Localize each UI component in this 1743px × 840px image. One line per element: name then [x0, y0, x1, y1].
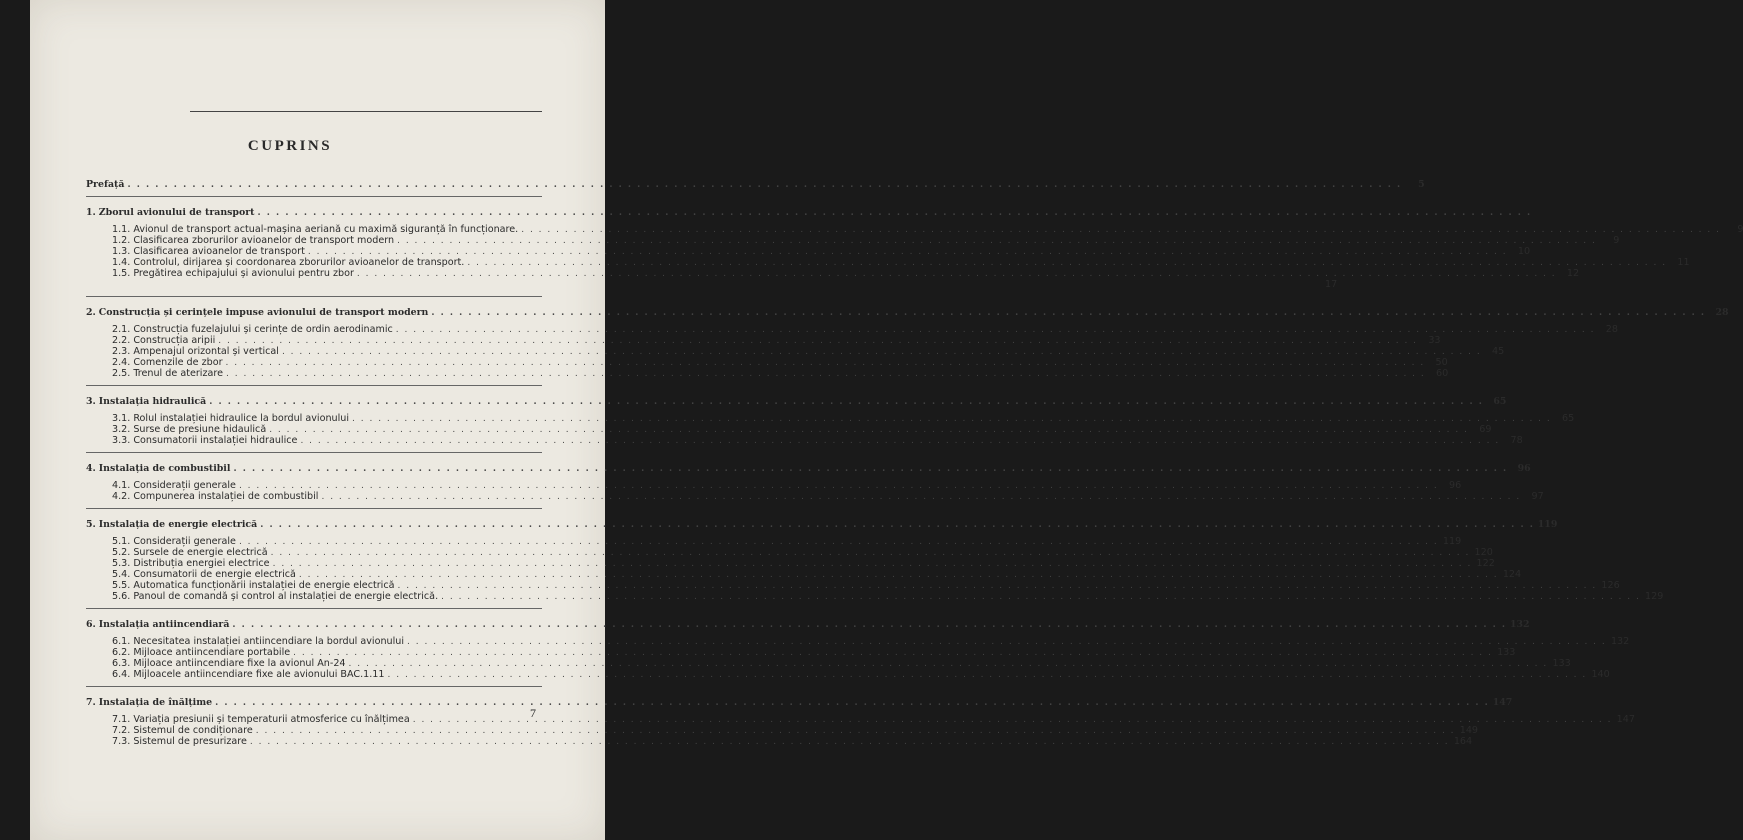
- toc-chapter-label: Construcția și cerințele impuse avionului de transport modern: [98, 307, 429, 318]
- toc-item-number: 4.1.: [112, 480, 131, 491]
- toc-item-5-6[interactable]: [86, 591, 1664, 602]
- toc-item-page: 133: [1497, 647, 1516, 658]
- page-title: CUPRINS: [247, 138, 333, 154]
- toc-item-4-2[interactable]: [86, 491, 1544, 502]
- toc-item-number: 2.2.: [112, 335, 131, 346]
- toc-chapter-number: 1.: [86, 207, 96, 218]
- toc-item-label: Trenul de aterizare: [133, 368, 224, 379]
- toc-item-page: 65: [1562, 413, 1575, 424]
- toc-item-1-extra-page: [86, 279, 1338, 290]
- leader-dots: [407, 637, 1606, 648]
- toc-item-number: 5.1.: [112, 536, 131, 547]
- leader-dots: [226, 369, 1425, 380]
- toc-item-7-3[interactable]: [86, 736, 1473, 747]
- leader-dots: [397, 236, 1596, 247]
- leader-dots: [209, 397, 1483, 408]
- toc-item-7-2[interactable]: [86, 725, 1479, 736]
- leader-dots: [413, 715, 1612, 726]
- leader-dots: [232, 620, 1506, 631]
- toc-chapter-number: 6.: [86, 619, 96, 630]
- book-page: [30, 0, 1743, 840]
- toc-item-label: Considerații generale: [133, 480, 236, 491]
- toc-item-page: 97: [1531, 491, 1544, 502]
- toc-item-label: Mijloace antiincendiare portabile: [133, 647, 291, 658]
- toc-item-page: 12: [1566, 268, 1580, 279]
- toc-chapter-number: 3.: [86, 396, 96, 407]
- toc-item-label: Construcția fuzelajului și cerințe de ordin aerodinamic: [133, 324, 393, 335]
- toc-item-page: 132: [1610, 636, 1630, 647]
- chapter-separator: [86, 196, 542, 197]
- toc-item-number: 6.2.: [112, 647, 131, 658]
- chapter-separator: [86, 508, 542, 509]
- toc-item-5-4[interactable]: [86, 569, 1522, 580]
- toc-chapter-4[interactable]: [86, 463, 1531, 474]
- top-rule: [190, 111, 542, 112]
- toc-item-number: 7.2.: [112, 725, 131, 736]
- toc-item-page: 124: [1502, 569, 1522, 580]
- toc-item-page: 126: [1601, 580, 1620, 591]
- toc-item-number: 3.3.: [112, 435, 131, 446]
- toc-chapter-label: Instalația de energie electrică: [98, 519, 258, 530]
- toc-item-number: 1.5.: [112, 268, 131, 279]
- toc-item-5-1[interactable]: [86, 536, 1462, 547]
- leader-dots: [521, 225, 1720, 236]
- toc-item-label: Sistemul de condiționare: [133, 725, 253, 736]
- toc-item-1-2[interactable]: [86, 235, 1620, 246]
- toc-item-page: 69: [1479, 424, 1492, 435]
- toc-item-2-1[interactable]: [86, 324, 1619, 335]
- toc-item-number: 1.4.: [112, 257, 131, 268]
- toc-item-page: 164: [1453, 736, 1473, 747]
- toc-item-page: 50: [1435, 357, 1448, 368]
- toc-item-number: 1.3.: [112, 246, 131, 257]
- leader-dots: [431, 308, 1705, 319]
- toc-item-number: 1.1.: [112, 224, 131, 235]
- toc-item-label: Necesitatea instalației antiincendiare la bordul avionului: [133, 636, 405, 647]
- toc-item-4-1[interactable]: [86, 480, 1462, 491]
- toc-item-number: 6.4.: [112, 669, 131, 680]
- toc-chapter-label: Instalația antiincendiară: [98, 619, 230, 630]
- toc-chapter-label: Instalația de combustibil: [98, 463, 231, 474]
- leader-dots: [215, 698, 1489, 709]
- toc-item-page: 78: [1510, 435, 1523, 446]
- toc-item-label: Panoul de comandă și control al instalației de energie electrică.: [133, 591, 439, 602]
- toc-item-2-2[interactable]: [86, 335, 1441, 346]
- toc-item-6-2[interactable]: [86, 647, 1516, 658]
- toc-item-number: 3.1.: [112, 413, 131, 424]
- toc-item-label: Avionul de transport actual-mașina aeriană cu maximă siguranță în funcționare.: [133, 224, 519, 235]
- page-number: 7: [530, 706, 536, 720]
- chapter-separator: [86, 385, 542, 386]
- toc-item-5-5[interactable]: [86, 580, 1620, 591]
- toc-item-label: Surse de presiune hidaulică: [133, 424, 267, 435]
- toc-entry-page: 5: [1418, 179, 1425, 190]
- toc-item-label: Controlul, dirijarea și coordonarea zborurilor avioanelor de transport.: [133, 257, 465, 268]
- toc-chapter-5[interactable]: [86, 519, 1558, 530]
- leader-dots: [388, 670, 1587, 681]
- chapter-separator: [86, 686, 542, 687]
- toc-item-label: Comenzile de zbor: [133, 357, 223, 368]
- toc-entry-preface[interactable]: [86, 179, 1425, 190]
- leader-dots: [467, 258, 1666, 269]
- toc-chapter-number: 4.: [86, 463, 96, 474]
- toc-chapter-1[interactable]: [86, 207, 542, 218]
- toc-item-label: Sursele de energie electrică: [133, 547, 268, 558]
- toc-item-number: 6.3.: [112, 658, 131, 669]
- toc-item-5-2[interactable]: [86, 547, 1493, 558]
- chapter-separator: [86, 452, 542, 453]
- toc-item-label: Rolul instalației hidraulice la bordul avionului: [133, 413, 350, 424]
- toc-item-page: 147: [1616, 714, 1635, 725]
- toc-item-label: Distribuția energiei electrice: [133, 558, 270, 569]
- toc-item-page: 28: [1605, 324, 1619, 335]
- toc-item-3-1[interactable]: [86, 413, 1575, 424]
- toc-item-page: 9: [1737, 224, 1743, 235]
- toc-item-label: Clasificarea zborurilor avioanelor de transport modern: [133, 235, 395, 246]
- leader-dots: [441, 592, 1640, 603]
- toc-item-label: Automatica funcționării instalației de energie electrică: [133, 580, 395, 591]
- leader-dots: [233, 464, 1507, 475]
- toc-item-page: 10: [1517, 246, 1531, 257]
- toc-item-number: 5.3.: [112, 558, 131, 569]
- toc-item-page: 140: [1591, 669, 1610, 680]
- toc-item-3-3[interactable]: [86, 435, 1523, 446]
- toc-item-number: 6.1.: [112, 636, 131, 647]
- toc-item-page: 149: [1459, 725, 1479, 736]
- toc-item-5-3[interactable]: [86, 558, 1495, 569]
- toc-item-label: Consumatorii de energie electrică: [133, 569, 296, 580]
- leader-dots: [396, 325, 1595, 336]
- toc-chapter-page: 65: [1493, 396, 1507, 407]
- toc-item-page: 129: [1645, 591, 1664, 602]
- toc-chapter-number: 5.: [86, 519, 96, 530]
- toc-chapter-7[interactable]: [86, 697, 1513, 708]
- leader-dots: [250, 737, 1449, 748]
- toc-item-2-4[interactable]: [86, 357, 1448, 368]
- toc-item-page: 119: [1442, 536, 1462, 547]
- toc-item-label: Construcția aripii: [133, 335, 216, 346]
- toc-item-page: 120: [1474, 547, 1493, 558]
- toc-item-page: 45: [1491, 346, 1505, 357]
- toc-item-page: 11: [1677, 257, 1690, 268]
- leader-dots: [258, 208, 1532, 219]
- toc-chapter-label: Instalația hidraulică: [98, 396, 207, 407]
- toc-item-1-4[interactable]: [86, 257, 1690, 268]
- toc-item-number: 5.5.: [112, 580, 131, 591]
- toc-item-page: 122: [1476, 558, 1495, 569]
- toc-item-label: Mijloace antiincendiare fixe la avionul An-24: [133, 658, 346, 669]
- toc-item-label: Variația presiunii și temperaturii atmosferice cu înălțimea: [133, 714, 410, 725]
- toc-chapter-number: 2.: [86, 307, 96, 318]
- toc-item-3-2[interactable]: [86, 424, 1492, 435]
- toc-item-number: 7.1.: [112, 714, 131, 725]
- toc-item-number: 2.1.: [112, 324, 131, 335]
- toc-item-6-1[interactable]: [86, 636, 1630, 647]
- toc-item-number: 3.2.: [112, 424, 131, 435]
- toc-item-6-3[interactable]: [86, 658, 1571, 669]
- toc-chapter-label: Zborul avionului de transport: [98, 207, 255, 218]
- toc-item-number: 7.3.: [112, 736, 131, 747]
- toc-item-page: 9: [1613, 235, 1620, 246]
- toc-item-2-5[interactable]: [86, 368, 1449, 379]
- toc-item-label: Ampenajul orizontal și vertical: [133, 346, 279, 357]
- toc-item-page: 96: [1448, 480, 1462, 491]
- toc-item-number: 1.2.: [112, 235, 131, 246]
- toc-item-label: Consumatorii instalației hidraulice: [133, 435, 298, 446]
- leader-dots: [398, 581, 1597, 592]
- toc-item-number: 2.4.: [112, 357, 131, 368]
- chapter-separator: [86, 608, 542, 609]
- toc-item-label: Mijloacele antiincendiare fixe ale avionului BAC.1.11: [133, 669, 385, 680]
- toc-item-1-1[interactable]: [86, 224, 1743, 235]
- toc-entry-label: Prefață: [86, 179, 125, 190]
- toc-item-number: 5.4.: [112, 569, 131, 580]
- toc-item-number: 2.5.: [112, 368, 131, 379]
- toc-item-6-4[interactable]: [86, 669, 1610, 680]
- toc-item-1-5[interactable]: [86, 268, 1580, 279]
- leader-dots: [300, 436, 1499, 447]
- chapter-separator: [86, 296, 542, 297]
- toc-item-page: 133: [1552, 658, 1571, 669]
- toc-chapter-page: 96: [1517, 463, 1531, 474]
- toc-chapter-page: 132: [1510, 619, 1530, 630]
- toc-chapter-page: 119: [1537, 519, 1558, 530]
- toc-item-number: 2.3.: [112, 346, 131, 357]
- toc-item-label: Compunerea instalației de combustibil: [133, 491, 319, 502]
- toc-item-label: Pregătirea echipajului și avionului pentru zbor: [133, 268, 354, 279]
- toc-item-number: 5.2.: [112, 547, 131, 558]
- toc-chapter-label: Instalația de înălțime: [98, 697, 213, 708]
- toc-item-label: Clasificarea avioanelor de transport: [133, 246, 305, 257]
- toc-item-number: 4.2.: [112, 491, 131, 502]
- toc-item-page: 60: [1436, 368, 1449, 379]
- toc-item-2-3[interactable]: [86, 346, 1505, 357]
- toc-item-7-1[interactable]: [86, 714, 1635, 725]
- toc-chapter-number: 7.: [86, 697, 96, 708]
- toc-item-page: 33: [1428, 335, 1441, 346]
- toc-chapter-3[interactable]: [86, 396, 1507, 407]
- leader-dots: [260, 520, 1534, 531]
- toc-item-label: Considerații generale: [133, 536, 236, 547]
- leader-dots: [321, 492, 1520, 503]
- toc-chapter-page: 147: [1492, 697, 1513, 708]
- toc-chapter-page: 28: [1715, 307, 1729, 318]
- toc-item-label: Sistemul de presurizare: [133, 736, 247, 747]
- toc-chapter-6[interactable]: [86, 619, 1530, 630]
- toc-item-number: 5.6.: [112, 591, 131, 602]
- toc-item-1-3[interactable]: [86, 246, 1531, 257]
- toc-item-page: 17: [1325, 279, 1338, 290]
- table-of-contents: [86, 179, 1743, 747]
- leader-dots: [127, 180, 1401, 191]
- toc-chapter-2[interactable]: [86, 307, 1729, 318]
